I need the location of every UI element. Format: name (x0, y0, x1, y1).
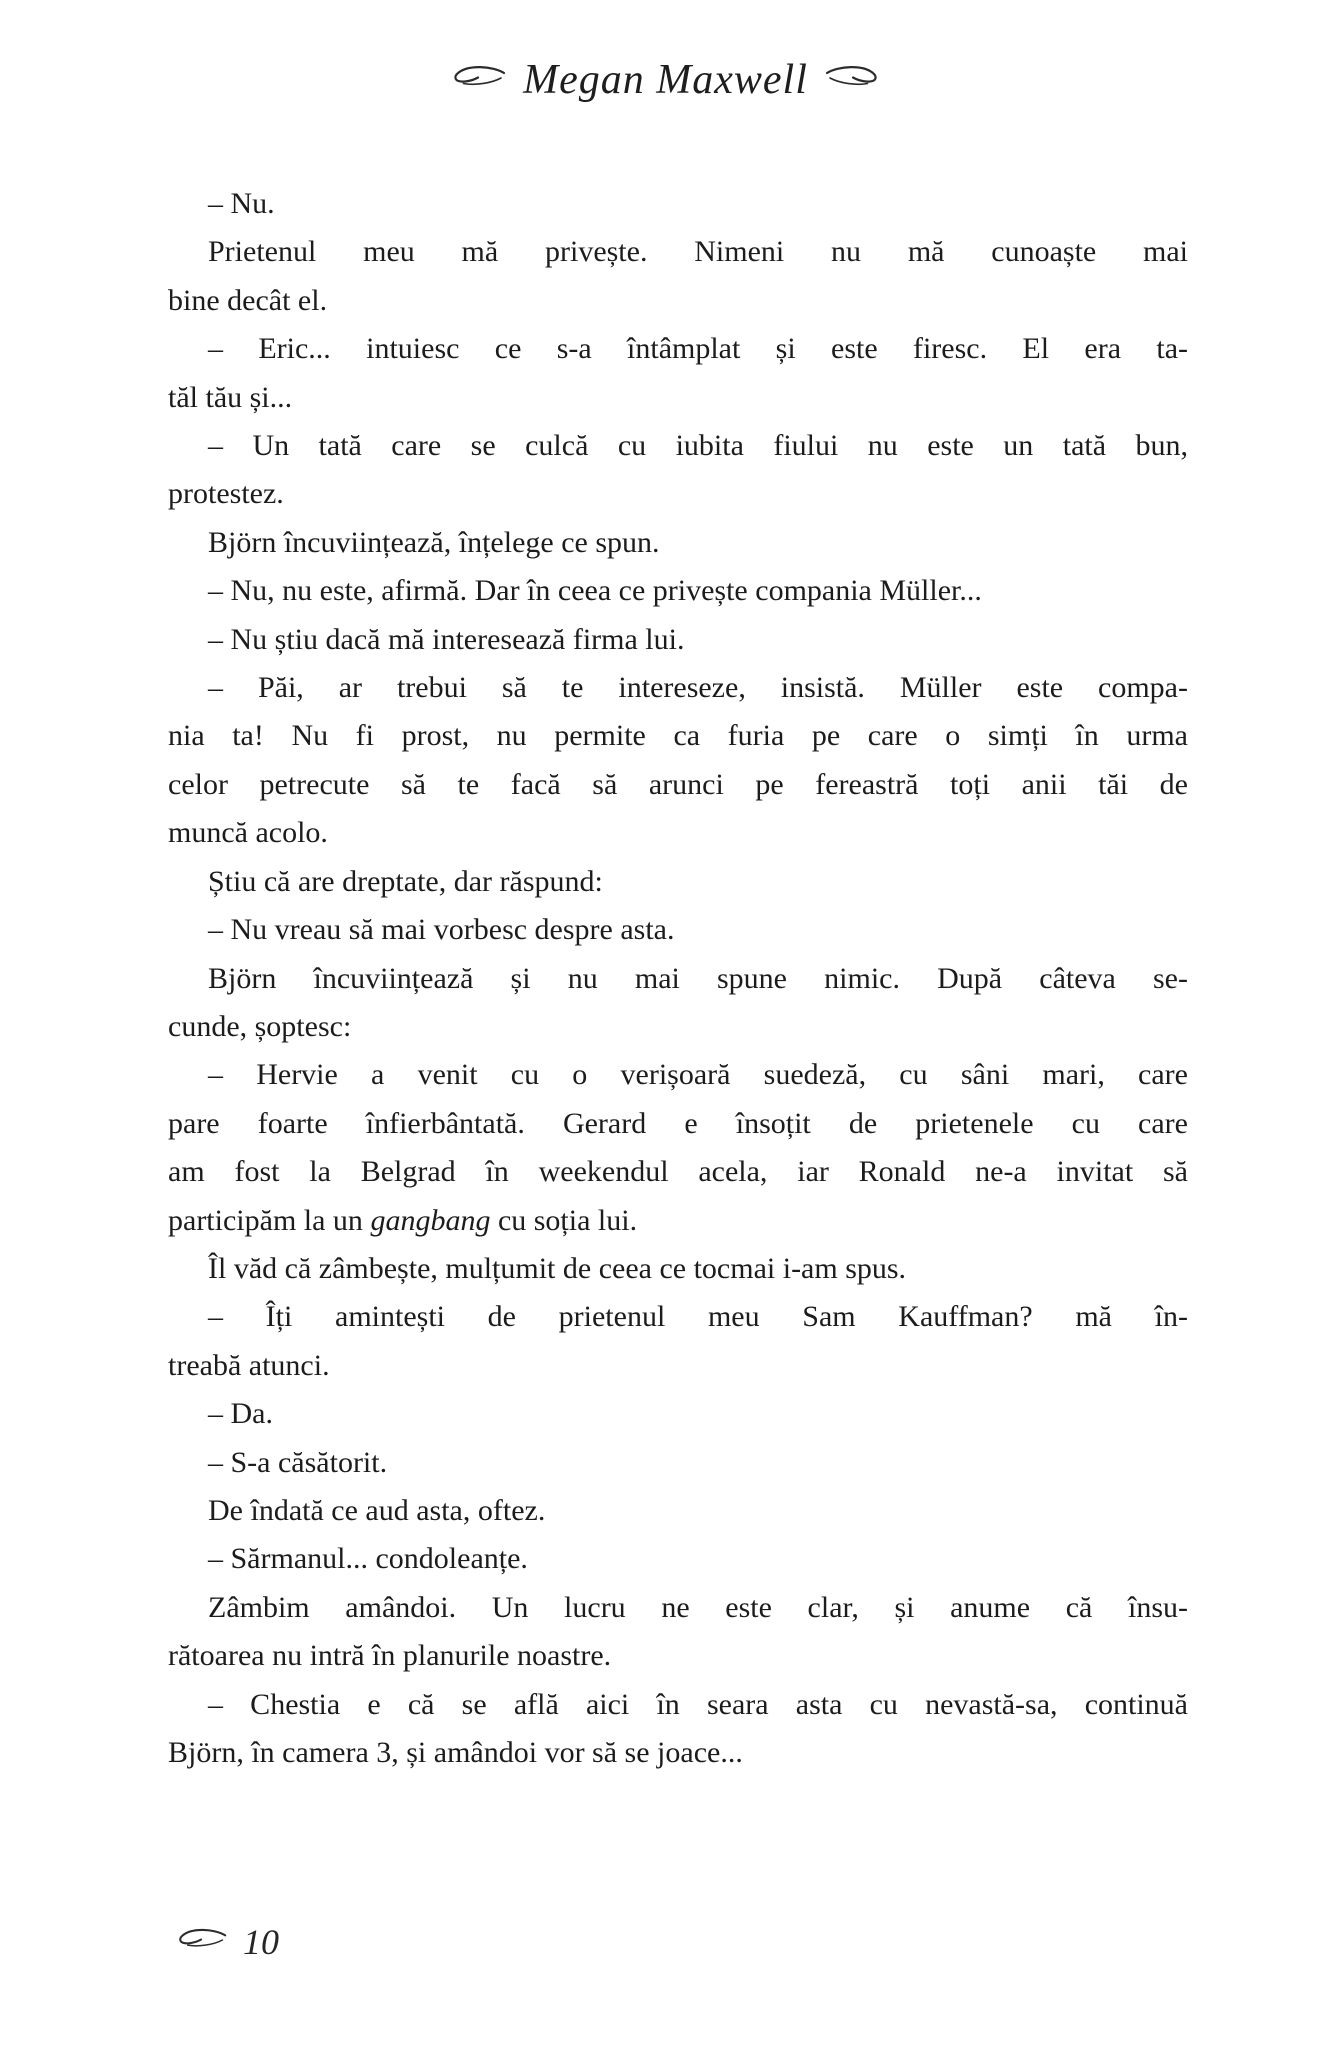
paragraph (168, 616, 1188, 664)
paragraph (168, 422, 1188, 519)
paragraph (168, 1535, 1188, 1583)
running-header (0, 56, 1331, 104)
text-line: nia ta! Nu fi prost, nu permite ca furia pe care o simți în urma (168, 719, 1188, 753)
text-line: Björn încuviințează și nu mai spune nimic. După câteva se- (208, 961, 1188, 995)
text-line: Björn încuviințează, înțelege ce spun. (208, 525, 660, 559)
text-line: rătoarea nu intră în planurile noastre. (168, 1639, 612, 1673)
paragraph (168, 1245, 1188, 1293)
paragraph (168, 1584, 1188, 1681)
text-line: Björn, în camera 3, și amândoi vor să se joace... (168, 1736, 743, 1769)
text-line: De îndată ce aud asta, oftez. (208, 1493, 546, 1527)
paragraph (168, 1487, 1188, 1535)
paragraph (168, 180, 1188, 228)
text-line: – Nu. (208, 187, 275, 220)
text-line: – Chestia e că se află aici în seara asta cu nevastă-sa, continuă (208, 1687, 1188, 1721)
text-line: – Păi, ar trebui să te intereseze, insistă. Müller este compa- (208, 671, 1188, 705)
text-line: Prietenul meu mă privește. Nimeni nu mă cunoaște mai (208, 235, 1188, 269)
text-line: – Da. (208, 1397, 273, 1431)
text-line: – Îți amintești de prietenul meu Sam Kauffman? mă în- (208, 1300, 1188, 1334)
paragraph (168, 519, 1188, 567)
text-line: bine decât el. (168, 283, 328, 317)
text-line: Zâmbim amândoi. Un lucru ne este clar, și anume că însu- (208, 1590, 1188, 1624)
page-number: 10 (243, 1922, 279, 1962)
text-line: – Nu, nu este, afirmă. Dar în ceea ce privește compania Müller... (208, 574, 982, 608)
text-line: – Sărmanul... condoleanțe. (208, 1542, 528, 1576)
page-footer (178, 1924, 279, 1960)
paragraph (168, 955, 1188, 1052)
paragraph (168, 1293, 1188, 1390)
paragraph (168, 325, 1188, 422)
page-body (168, 180, 1188, 1777)
paragraph (168, 567, 1188, 615)
header-flourish-left-icon (453, 64, 507, 97)
text-line: pare foarte înfierbântată. Gerard e însoțit de prietenele cu care (168, 1106, 1188, 1140)
text-line: Îl văd că zâmbește, mulțumit de ceea ce tocmai i-am spus. (208, 1251, 907, 1285)
text-line: protestez. (168, 477, 284, 511)
text-line: – S-a căsătorit. (208, 1445, 388, 1479)
text-line: participăm la un gangbang cu soția lui. (168, 1203, 638, 1237)
text-line: – Un tată care se culcă cu iubita fiului nu este un tată bun, (208, 429, 1188, 463)
page-title: Megan Maxwell (523, 57, 808, 103)
text-line: tăl tău și... (168, 380, 293, 414)
text-line: cunde, șoptesc: (168, 1009, 352, 1043)
text-line: celor petrecute să te facă să arunci pe fereastră toți anii tăi de (168, 767, 1188, 801)
footer-flourish-icon (178, 1927, 228, 1958)
text-line: – Eric... intuiesc ce s-a întâmplat și este firesc. El era ta- (208, 332, 1188, 366)
paragraph (168, 858, 1188, 906)
paragraph (168, 1390, 1188, 1438)
text-line: am fost la Belgrad în weekendul acela, iar Ronald ne-a invitat să (168, 1155, 1188, 1189)
paragraph (168, 1051, 1188, 1245)
header-flourish-right-icon (824, 64, 878, 97)
text-line: Știu că are dreptate, dar răspund: (208, 864, 603, 898)
text-line: treabă atunci. (168, 1348, 330, 1382)
text-line: – Nu știu dacă mă interesează firma lui. (208, 622, 685, 656)
text-line: – Nu vreau să mai vorbesc despre asta. (208, 913, 675, 947)
paragraph (168, 228, 1188, 325)
text-line: muncă acolo. (168, 816, 328, 850)
paragraph (168, 664, 1188, 858)
paragraph (168, 906, 1188, 954)
paragraph (168, 1439, 1188, 1487)
paragraph (168, 1681, 1188, 1778)
text-line: – Hervie a venit cu o verișoară suedeză, cu sâni mari, care (208, 1058, 1188, 1092)
